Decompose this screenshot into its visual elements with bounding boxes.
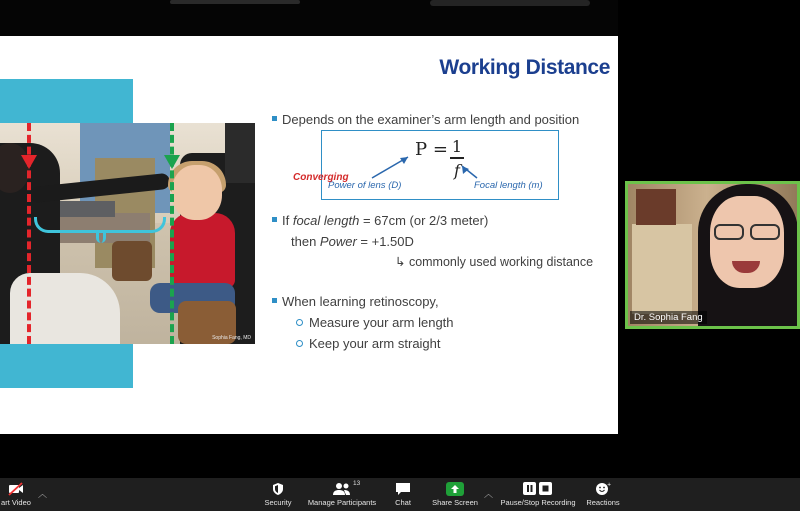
people-icon [304, 482, 380, 496]
participant-count-badge: 13 [353, 480, 361, 487]
pause-stop-icon [498, 482, 578, 496]
bullet-square-icon [272, 116, 277, 121]
shield-icon [258, 482, 298, 496]
shared-screen-top-bar [0, 0, 618, 36]
video-person-glasses [711, 224, 783, 240]
power-label: Power of lens (D) [328, 180, 402, 191]
chat-button[interactable] [388, 478, 418, 511]
bullet-circle-icon [296, 319, 303, 326]
bullet-text: = 67cm (or 2/3 meter) [359, 213, 489, 228]
chat-bubble-icon [388, 482, 418, 496]
bullet-text: Measure your arm length [309, 315, 454, 330]
share-screen-button[interactable] [430, 478, 480, 511]
start-video-button[interactable] [0, 478, 38, 511]
security-label: Security [264, 498, 292, 507]
reactions-label: Reactions [586, 498, 620, 507]
security-button[interactable] [258, 478, 298, 511]
working-distance-brace-tip [96, 231, 106, 243]
chat-label: Chat [395, 498, 411, 507]
reactions-button[interactable] [584, 478, 622, 511]
video-shelf [632, 224, 692, 314]
meeting-toolbar [0, 478, 800, 511]
shared-screen-bottom-bar [0, 434, 618, 478]
working-distance-note: ↳ commonly used working distance [395, 255, 594, 269]
manage-participants-button[interactable] [304, 478, 380, 511]
photo-child-shirt [170, 213, 235, 288]
manage-participants-label: Manage Participants [307, 498, 377, 507]
bullet-text: = +1.50D [356, 234, 414, 249]
svg-text:+: + [607, 482, 611, 488]
sub-bullet-measure [296, 315, 454, 330]
formula-denominator: f [454, 160, 460, 180]
focal-length-label: Focal length (m) [474, 180, 543, 191]
smiley-icon [584, 482, 622, 496]
formula-numerator: 1 [451, 137, 463, 156]
share-arrow-icon [430, 482, 480, 496]
pause-stop-recording-label: Pause/Stop Recording [500, 498, 576, 507]
share-options-chevron-up-icon[interactable]: ︿ [484, 489, 494, 499]
retinoscopy-photo [0, 123, 255, 344]
bullet-power-line [291, 234, 414, 249]
start-video-label: art Video [1, 498, 31, 507]
video-person-face [710, 196, 784, 288]
bullet-circle-icon [296, 340, 303, 347]
converging-label: Converging [293, 172, 349, 183]
bullet-square-icon [272, 298, 277, 303]
bullet-square-icon [272, 217, 277, 222]
bullet-text: Keep your arm straight [309, 336, 441, 351]
photo-exam-chair-back [225, 123, 255, 183]
video-off-icon [0, 482, 38, 496]
bullet-text: When learning retinoscopy, [282, 294, 439, 309]
video-options-chevron-up-icon[interactable]: ︿ [38, 489, 48, 499]
top-bar-glow [170, 0, 300, 4]
glasses-lens-right [750, 224, 780, 240]
glasses-lens-left [714, 224, 744, 240]
photo-child-face [172, 165, 222, 220]
bullet-text-italic: focal length [292, 213, 360, 228]
formula-box [321, 130, 559, 200]
video-frame-on-wall [636, 189, 676, 225]
red-down-arrow-icon [21, 155, 37, 169]
participant-video-tile[interactable] [625, 181, 800, 329]
participant-name-label: Dr. Sophia Fang [630, 311, 707, 324]
top-bar-glow [430, 0, 590, 6]
bullet-text: Depends on the examiner’s arm length and position [282, 112, 580, 127]
bullet-text: then [291, 234, 320, 249]
green-down-arrow-icon [164, 155, 180, 169]
bullet-text-italic: Power [319, 234, 357, 249]
bullet-learning [272, 294, 439, 309]
photo-caption: Sophia Fang, MD [212, 335, 251, 341]
shared-slide [0, 36, 618, 434]
sub-bullet-straight [296, 336, 441, 351]
bullet-text: If [282, 213, 293, 228]
share-screen-label: Share Screen [432, 498, 478, 507]
slide-title: Working Distance [439, 56, 610, 79]
photo-boots [112, 241, 152, 281]
pause-stop-recording-button[interactable] [498, 478, 578, 511]
formula-lhs: P = [415, 139, 448, 160]
bullet-arm-length [272, 112, 579, 127]
bullet-focal-length [272, 213, 488, 228]
